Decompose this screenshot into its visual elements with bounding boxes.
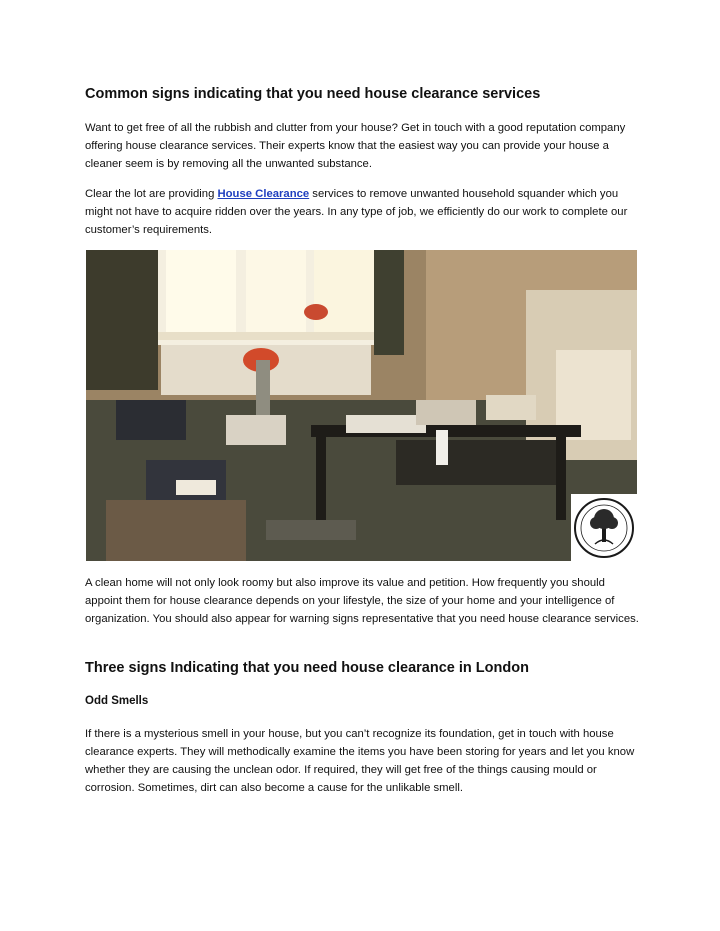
- cluttered-room-photo: [86, 250, 637, 561]
- intro-paragraph: Want to get free of all the rubbish and clutter from your house? Get in touch with a good reputation company offering house clearance services. Their experts know that the easiest way you can provide your house a cleaner seem is by removing all the unwanted substance.: [85, 122, 626, 170]
- tree-logo-icon: [571, 494, 637, 561]
- section-heading: Three signs Indicating that you need house clearance in London: [85, 660, 529, 676]
- document-title: Common signs indicating that you need house clearance services: [85, 86, 541, 102]
- clean-home-paragraph: A clean home will not only look roomy but also improve its value and petition. How frequently you should appoint them for house clearance depends on your lifestyle, the size of your home and your intelligence of organization. You should also appear for warning signs representative that you need house clearance services.: [85, 577, 639, 625]
- clearance-paragraph: [85, 185, 645, 239]
- house-clearance-link[interactable]: House Clearance: [217, 188, 310, 200]
- odd-smells-paragraph: If there is a mysterious smell in your house, but you can’t recognize its foundation, get in touch with house clearance experts. They will methodically examine the items you have been storing for years and let you know whether they are causing the unclean odor. If required, they will get free of the things causing mould or corrosion. Sometimes, dirt can also become a cause for the unlikable smell.: [85, 728, 635, 794]
- paragraph-text-after: services to remove unwanted household squander which you might not have to acquire ridden over the years. In any type of job, we efficiently do our work to complete our customer’s requirements.: [85, 188, 628, 236]
- odd-smells-heading: Odd Smells: [85, 695, 149, 707]
- paragraph-text-before: Clear the lot are providing: [85, 188, 218, 200]
